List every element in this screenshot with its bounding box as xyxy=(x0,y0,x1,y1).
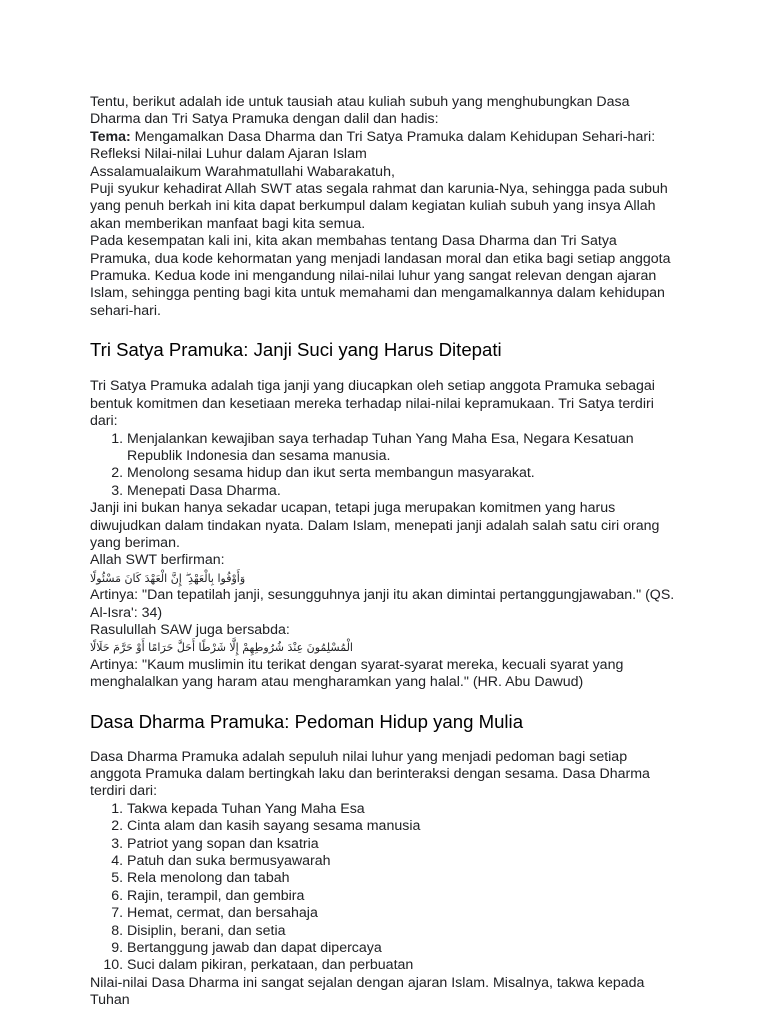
salam-line: Assalamualaikum Warahmatullahi Wabarakatuh, xyxy=(90,163,395,180)
tri-satya-intro: Tri Satya Pramuka adalah tiga janji yang diucapkan oleh setiap anggota Pramuka sebagai bentuk komitmen dan kesetiaan mereka terhadap nilai-nilai kepramukaan. Tri Satya terdiri dari: xyxy=(90,378,655,430)
ayat-translation: Artinya: "Dan tepatilah janji, sesungguhnya janji itu akan dimintai pertanggungjawaban." (QS. Al-Isra': 34) xyxy=(90,587,675,621)
tri-satya-list xyxy=(90,431,680,501)
list-item: 10. Suci dalam pikiran, perkataan, dan perbuatan xyxy=(127,957,680,974)
dasa-dharma-list xyxy=(90,801,680,975)
intro-paragraph: Tentu, berikut adalah ide untuk tausiah atau kuliah subuh yang menghubungkan Dasa Dharma dan Tri Satya Pramuka dengan dalil dan hadis: xyxy=(90,94,630,128)
list-item: 1. Menjalankan kewajiban saya terhadap Tuhan Yang Maha Esa, Negara Kesatuan Republik Indonesia dan sesama manusia. xyxy=(127,431,680,466)
dasa-dharma-heading: Dasa Dharma Pramuka: Pedoman Hidup yang Mulia xyxy=(90,710,524,732)
dasa-dharma-intro: Dasa Dharma Pramuka adalah sepuluh nilai luhur yang menjadi pedoman bagi setiap anggota Pramuka dalam bertingkah laku dan berinteraksi dengan sesama. Dasa Dharma terdiri dari: xyxy=(90,748,650,800)
ayat-arabic: وَأَوْفُوا بِالْعَهْدِ ۖ إِنَّ الْعَهْدَ كَانَ مَسْئُولًا xyxy=(90,571,246,585)
tema-line xyxy=(90,129,680,164)
list-item: 4. Patuh dan suka bermusyawarah xyxy=(127,853,680,870)
list-item: 2. Menolong sesama hidup dan ikut serta membangun masyarakat. xyxy=(127,465,680,482)
list-item: 3. Menepati Dasa Dharma. xyxy=(127,483,680,500)
hadith-arabic: الْمُسْلِمُونَ عِنْدَ شُرُوطِهِمْ إِلَّا شَرْطًا أَحَلَّ حَرَامًا أَوْ حَرَّمَ حَلَالًا xyxy=(90,641,353,655)
firman-intro: Allah SWT berfirman: xyxy=(90,552,225,569)
topic-paragraph: Pada kesempatan kali ini, kita akan membahas tentang Dasa Dharma dan Tri Satya Pramuka, dua kode kehormatan yang menjadi landasan moral dan etika bagi setiap anggota Pramuka. Kedua kode ini mengandung nilai-nilai luhur yang sangat relevan dengan ajaran Islam, sehingga penting bagi kita untuk memahami dan mengamalkannya dalam kehidupan sehari-hari. xyxy=(90,233,671,319)
list-item: 5. Rela menolong dan tabah xyxy=(127,870,680,887)
promise-paragraph: Janji ini bukan hanya sekadar ucapan, tetapi juga merupakan komitmen yang harus diwujudkan dalam tindakan nyata. Dalam Islam, menepati janji adalah salah satu ciri orang yang beriman. xyxy=(90,500,660,551)
list-item: 7. Hemat, cermat, dan bersahaja xyxy=(127,905,680,922)
tema-label: Tema: xyxy=(90,128,131,145)
opening-paragraph: Puji syukur kehadirat Allah SWT atas segala rahmat dan karunia-Nya, sehingga pada subuh yang penuh berkah ini kita dapat berkumpul dalam kegiatan kuliah subuh yang insya Allah akan memberikan manfaat bagi kita semua. xyxy=(90,181,668,232)
list-item: 2. Cinta alam dan kasih sayang sesama manusia xyxy=(127,818,680,835)
list-item: 8. Disiplin, berani, dan setia xyxy=(127,923,680,940)
list-item: 6. Rajin, terampil, dan gembira xyxy=(127,888,680,905)
list-item: 1. Takwa kepada Tuhan Yang Maha Esa xyxy=(127,801,680,818)
hadith-intro: Rasulullah SAW juga bersabda: xyxy=(90,621,290,638)
tema-text: Mengamalkan Dasa Dharma dan Tri Satya Pramuka dalam Kehidupan Sehari-hari: Refleksi Nilai-nilai Luhur dalam Ajaran Islam xyxy=(90,128,656,163)
tri-satya-heading: Tri Satya Pramuka: Janji Suci yang Harus Ditepati xyxy=(90,339,502,361)
list-item: 3. Patriot yang sopan dan ksatria xyxy=(127,836,680,853)
hadith-translation: Artinya: "Kaum muslimin itu terikat dengan syarat-syarat mereka, kecuali syarat yang menghalalkan yang haram atau mengharamkan yang halal." (HR. Abu Dawud) xyxy=(90,656,624,691)
list-item: 9. Bertanggung jawab dan dapat dipercaya xyxy=(127,940,680,957)
dasa-dharma-closing: Nilai-nilai Dasa Dharma ini sangat sejalan dengan ajaran Islam. Misalnya, takwa kepada Tuhan xyxy=(90,974,645,1009)
